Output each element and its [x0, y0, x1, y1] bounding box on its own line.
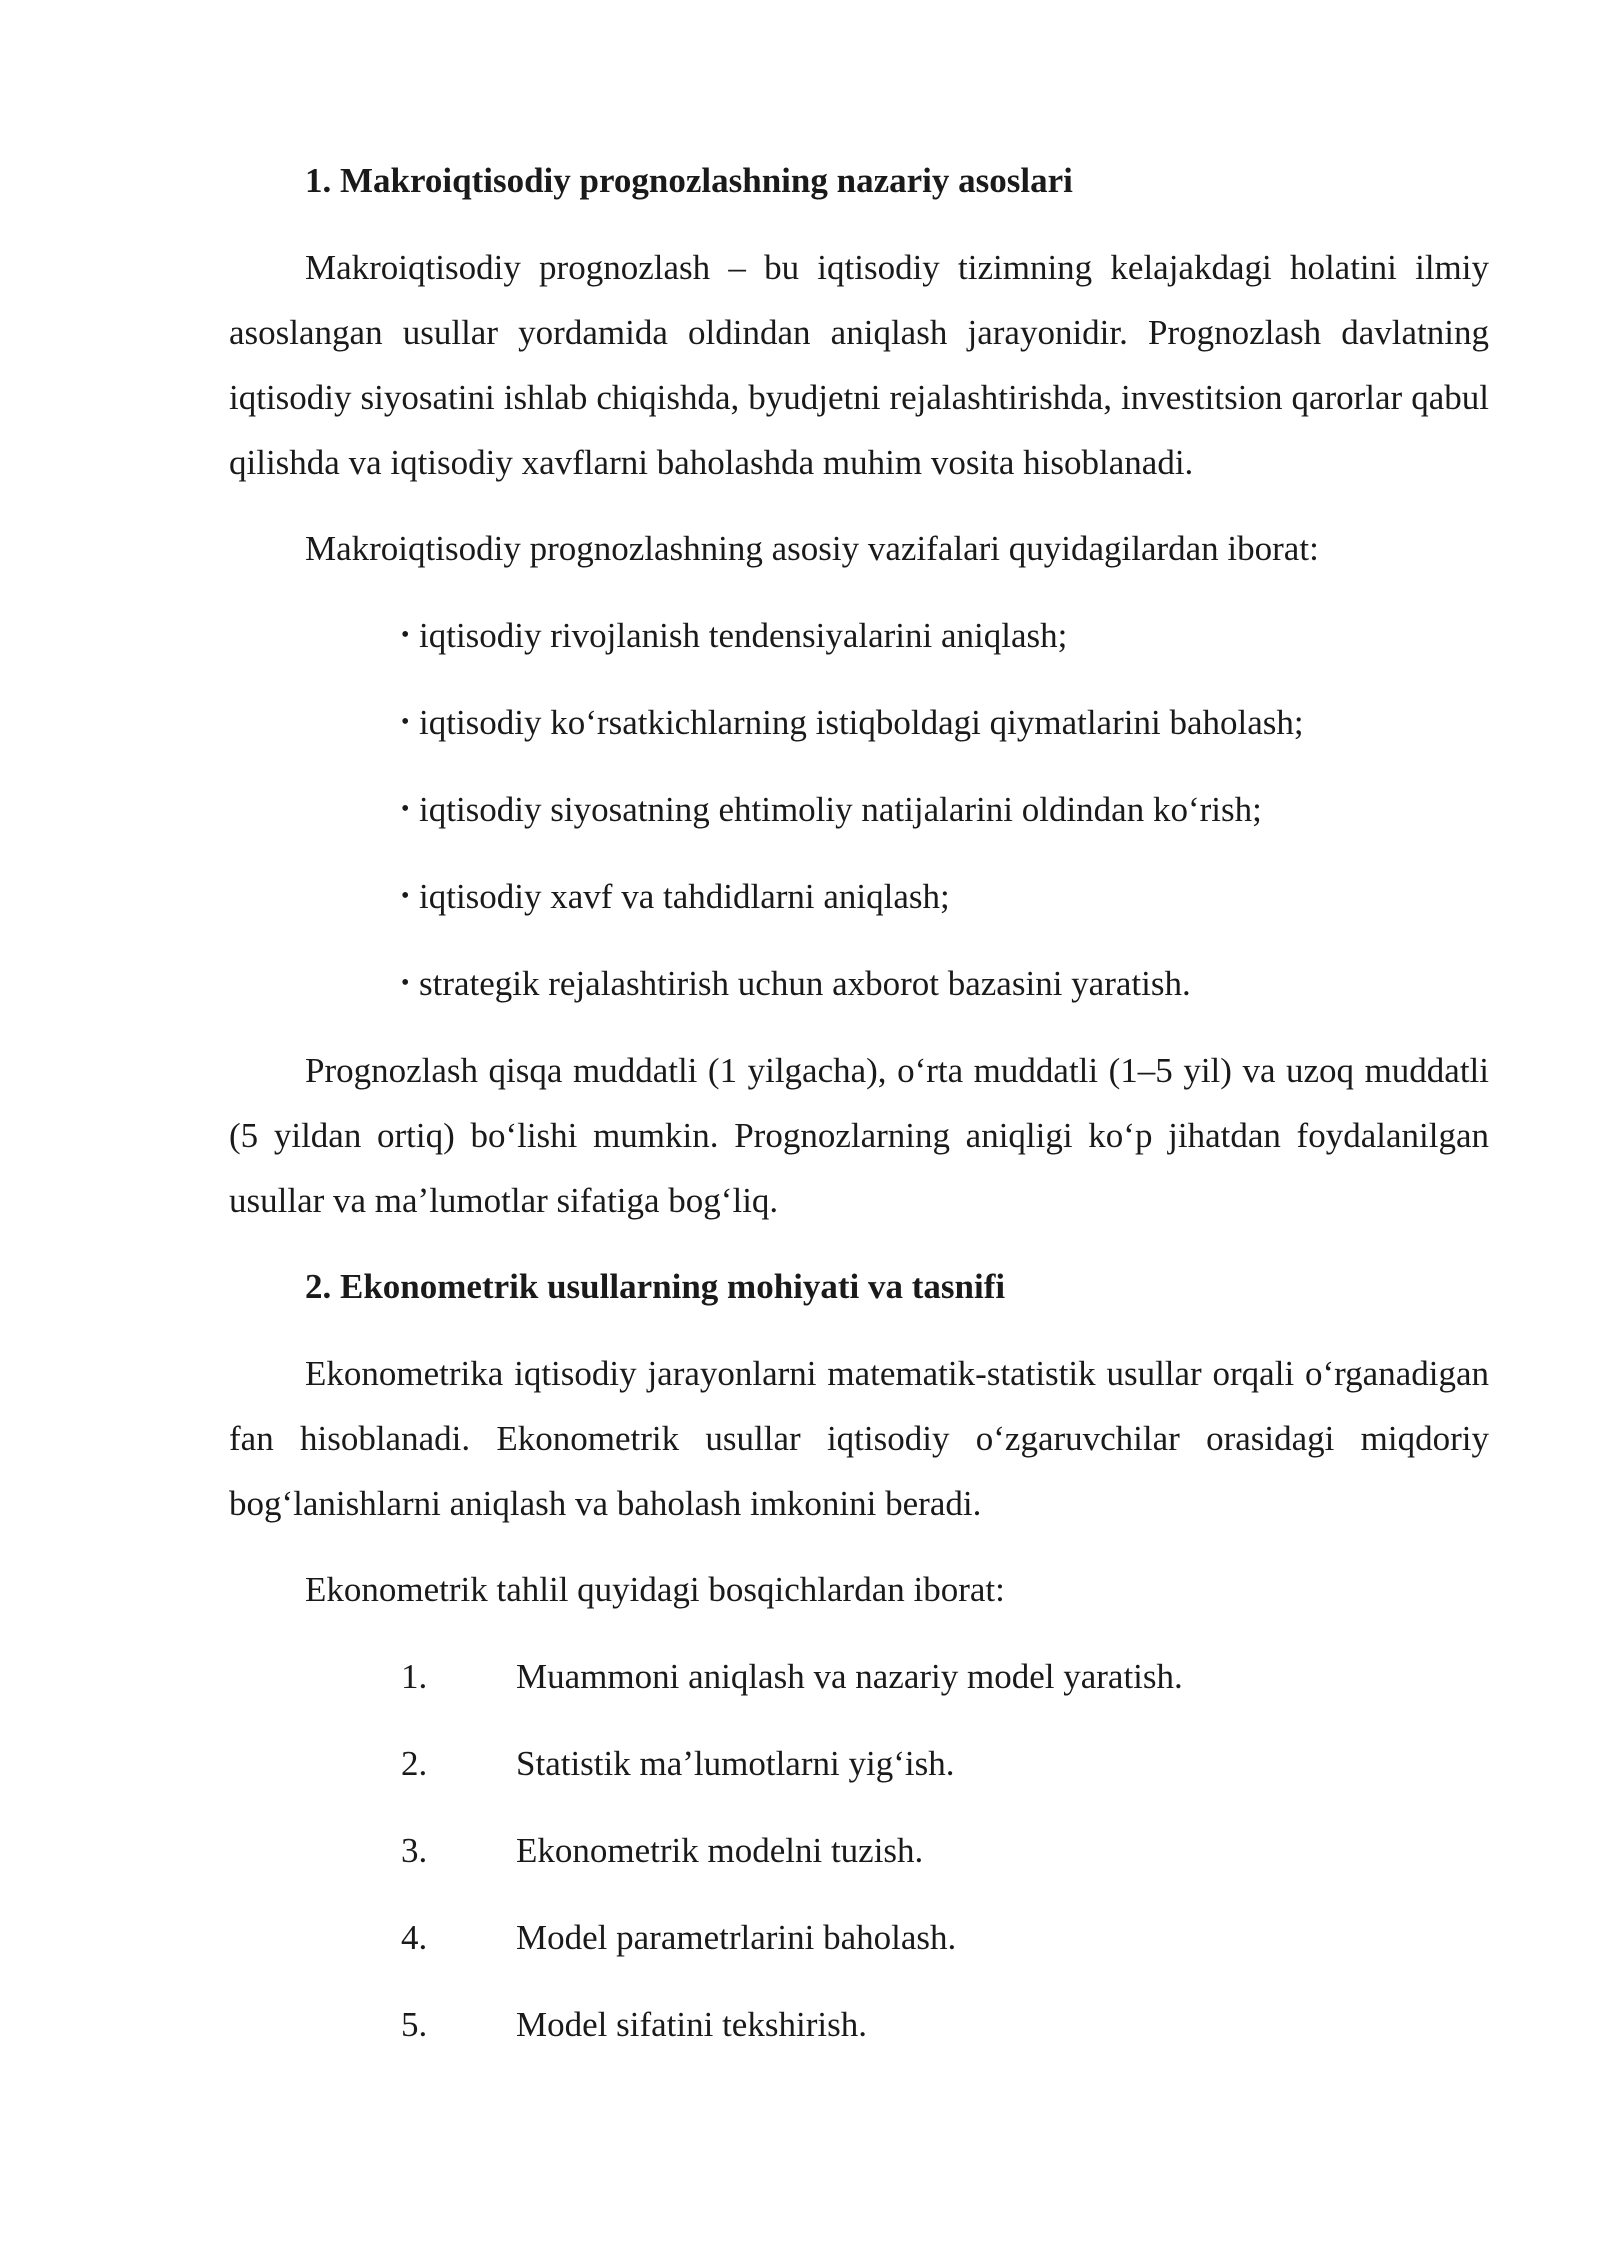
list-item: [229, 1905, 1489, 1970]
list-item: [229, 1731, 1489, 1796]
list-item: [229, 1644, 1489, 1709]
section-1-heading: 1. Makroiqtisodiy prognozlashning nazariy asoslari: [305, 161, 1073, 200]
list-item: [229, 1818, 1489, 1883]
list-item-text: strategik rejalashtirish uchun axborot bazasini yaratish.: [419, 964, 1191, 1003]
list-item-text: Ekonometrik modelni tuzish.: [516, 1831, 924, 1870]
tasks-bullet-list: [229, 603, 1489, 1016]
list-item-text: Muammoni aniqlash va nazariy model yaratish.: [516, 1657, 1183, 1696]
list-item: [229, 864, 1489, 929]
list-item: [229, 777, 1489, 842]
list-item: [229, 690, 1489, 755]
section-2-paragraph-1: Ekonometrika iqtisodiy jarayonlarni matematik-statistik usullar orqali oʻrganadigan fan hisoblanadi. Ekonometrik usullar iqtisodiy oʻzgaruvchilar orasidagi miqdoriy bogʻlanishlarni aniqlash va baholash imkonini beradi.: [229, 1354, 1489, 1523]
list-item: [229, 603, 1489, 668]
section-1-paragraph-2: Makroiqtisodiy prognozlashning asosiy vazifalari quyidagilardan iborat:: [305, 529, 1319, 568]
bullet-icon: •: [401, 796, 410, 822]
list-item-text: iqtisodiy siyosatning ehtimoliy natijalarini oldindan koʻrish;: [419, 790, 1262, 829]
list-item-text: iqtisodiy koʻrsatkichlarning istiqboldagi qiymatlarini baholash;: [419, 703, 1304, 742]
list-number: 1.: [401, 1657, 428, 1696]
list-number: 2.: [401, 1744, 428, 1783]
bullet-icon: •: [401, 709, 410, 735]
document-body: [229, 148, 1489, 2079]
list-item-text: iqtisodiy rivojlanish tendensiyalarini aniqlash;: [419, 616, 1068, 655]
bullet-icon: •: [401, 622, 410, 648]
bullet-icon: •: [401, 883, 410, 909]
bullet-icon: •: [401, 970, 410, 996]
list-number: 3.: [401, 1831, 428, 1870]
list-item-text: Model parametrlarini baholash.: [516, 1918, 957, 1957]
list-number: 4.: [401, 1918, 428, 1957]
list-item: [229, 1992, 1489, 2057]
section-2-heading: 2. Ekonometrik usullarning mohiyati va tasnifi: [305, 1267, 1006, 1306]
stages-numbered-list: [229, 1644, 1489, 2057]
section-2-paragraph-2: Ekonometrik tahlil quyidagi bosqichlardan iborat:: [305, 1570, 1005, 1609]
section-1-paragraph-3: Prognozlash qisqa muddatli (1 yilgacha), oʻrta muddatli (1–5 yil) va uzoq muddatli (5 yildan ortiq) boʻlishi mumkin. Prognozlarning aniqligi koʻp jihatdan foydalanilgan usullar va maʼlumotlar sifatiga bogʻliq.: [229, 1051, 1489, 1220]
list-item-text: Model sifatini tekshirish.: [516, 2005, 867, 2044]
section-1-paragraph-1: Makroiqtisodiy prognozlash – bu iqtisodiy tizimning kelajakdagi holatini ilmiy asoslangan usullar yordamida oldindan aniqlash jarayonidir. Prognozlash davlatning iqtisodiy siyosatini ishlab chiqishda, byudjetni rejalashtirishda, investitsion qarorlar qabul qilishda va iqtisodiy xavflarni baholashda muhim vosita hisoblanadi.: [229, 248, 1489, 482]
list-number: 5.: [401, 2005, 428, 2044]
list-item-text: iqtisodiy xavf va tahdidlarni aniqlash;: [419, 877, 950, 916]
list-item: [229, 951, 1489, 1016]
list-item-text: Statistik maʼlumotlarni yigʻish.: [516, 1744, 955, 1783]
